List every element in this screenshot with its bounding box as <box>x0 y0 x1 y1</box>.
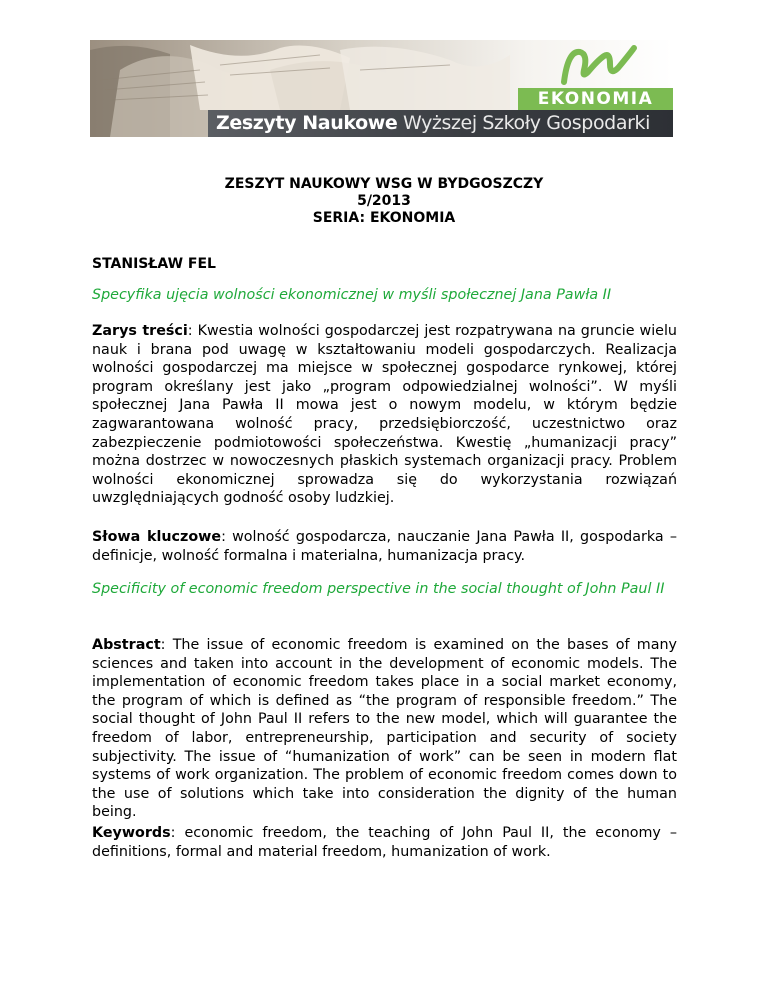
keywords-text-en: : economic freedom, the teaching of John Paul II, the economy – definitions, formal and material freedom, humanization of work. <box>92 825 677 860</box>
keywords-text-pl: : wolność gospodarcza, nauczanie Jana Pawła II, gospodarka – definicje, wolność formalna i materialna, humanizacja pracy. <box>92 529 678 564</box>
keywords-label-pl: Słowa kluczowe <box>92 529 222 545</box>
banner-title-strip <box>208 110 673 137</box>
brand-label: EKONOMIA <box>518 88 673 110</box>
english-article-title: Specificity of economic freedom perspective in the social thought of John Paul II <box>92 581 665 597</box>
abstract-label: Abstract <box>92 637 161 653</box>
english-keywords <box>92 824 677 861</box>
header-line-3: SERIA: EKONOMIA <box>312 210 456 226</box>
keywords-label-en: Keywords <box>92 825 171 841</box>
summary-text: : Kwestia wolności gospodarczej jest rozpatrywana na gruncie wielu nauk i brana pod uwagę w kształtowaniu modeli gospodarczych. Realizacja wolności gospodarczej ma miejsce w społecznej gospodarce rynkowej, której program określany jest jako „program odpowiedzialnej wolności”. W myśli społecznej Jana Pawła II mowa jest o nowym modelu, w którym będzie zagwarantowana wolność pracy, przedsiębiorczość, uczestnictwo oraz zabezpieczenie podmiotowości społeczeństwa. Kwestię „humanizacji pracy” można dostrzec w nowoczesnych płaskich systemach organizacji pracy. Problem wolności ekonomicznej sprowadza się do wykorzystania rozwiązań uwzględniających godność osoby ludzkiej. <box>92 323 677 507</box>
polish-keywords <box>92 528 677 565</box>
header-line-1: ZESZYT NAUKOWY WSG W BYDGOSZCZY <box>224 176 544 192</box>
summary-label: Zarys treści <box>92 323 188 339</box>
english-abstract <box>92 636 677 822</box>
journal-banner <box>90 40 673 137</box>
header-line-2: 5/2013 <box>357 193 411 209</box>
polish-summary <box>92 322 677 508</box>
banner-subtitle-regular: Wyższej Szkoły Gospodarki <box>403 112 650 134</box>
author-name: STANISŁAW FEL <box>92 256 216 272</box>
banner-subtitle-bold: Zeszyty Naukowe <box>216 112 398 134</box>
abstract-text: : The issue of economic freedom is examined on the bases of many sciences and taken into account in the development of economic models. The implementation of economic freedom takes place in a social market economy, the program of which is defined as “the program of responsible freedom.” The social thought of John Paul II refers to the new model, which will guarantee the freedom of labor, entrepreneurship, participation and security of society subjectivity. The issue of “humanization of work” can be seen in modern flat systems of work organization. The problem of economic freedom comes down to the use of solutions which take into consideration the dignity of the human being. <box>92 637 677 821</box>
polish-article-title: Specyfika ujęcia wolności ekonomicznej w myśli społecznej Jana Pawła II <box>92 287 612 303</box>
wsg-logo-icon <box>558 42 638 88</box>
